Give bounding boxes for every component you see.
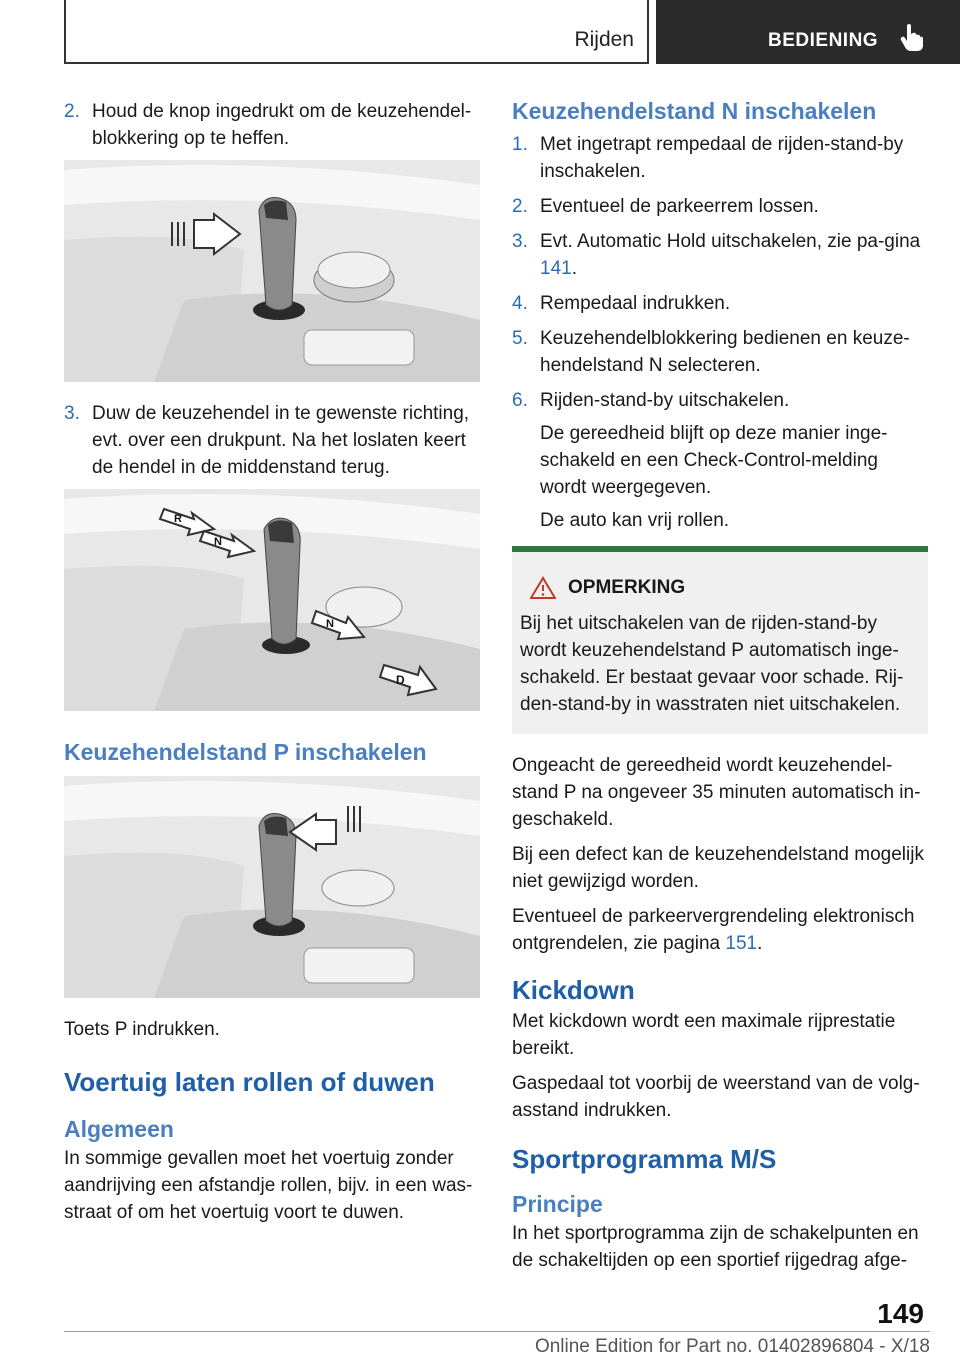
right-column — [512, 98, 928, 1282]
para-defect: Bij een defect kan de keuzehendelstand mogelijk niet gewijzigd worden. — [512, 844, 924, 892]
step-number: 6. — [512, 390, 528, 411]
step-number: 5. — [512, 328, 528, 349]
step-text: Rijden-stand-by uitschakelen. — [540, 390, 790, 411]
step-number: 3. — [64, 403, 80, 424]
header-chapter-title: BEDIENING — [768, 30, 879, 51]
step-3 — [64, 400, 480, 481]
step-text: Duw de keuzehendel in te gewenste richting, evt. over een drukpunt. Na het loslaten keert de hendel in de middenstand terug. — [92, 403, 470, 478]
note-text: Bij het uitschakelen van de rijden-stand-by wordt keuzehendelstand P automatisch inge-schakeld. Er bestaat gevaar voor schade. Rij-den-stand-by in wasstraten niet uitschakelen. — [520, 613, 904, 715]
footer-edition: Online Edition for Part no. 01402896804 - X/18 — [534, 1336, 930, 1357]
figure-release-lock — [64, 160, 480, 382]
heading-sportprogramma: Sportprogramma M/S — [512, 1144, 777, 1174]
n-step-1 — [512, 131, 928, 185]
step-number: 2. — [512, 196, 528, 217]
step-2 — [64, 98, 480, 152]
page-link-151[interactable]: 151 — [725, 933, 758, 954]
n-step-3 — [512, 228, 928, 282]
heading-algemeen: Algemeen — [64, 1116, 174, 1142]
figure-label-n-top: N — [214, 536, 222, 548]
step-text: Houd de knop ingedrukt om de keuzehendel-blokkering op te heffen. — [92, 101, 472, 149]
n-step-4 — [512, 290, 928, 317]
header-frame — [64, 0, 649, 64]
footer-divider — [64, 1331, 930, 1332]
figure-p-button — [64, 776, 480, 998]
step-text: Eventueel de parkeerrem lossen. — [540, 196, 819, 217]
step-number: 2. — [64, 101, 80, 122]
para-text-part: Eventueel de parkeervergrendeling elektronisch ontgrendelen, zie pagina — [512, 906, 915, 954]
step-text: Met ingetrapt rempedaal de rijden-stand-by inschakelen. — [540, 134, 904, 182]
figure-label-r: R — [174, 513, 182, 525]
para-parkeervergrendeling — [512, 903, 928, 957]
step-subtext: De auto kan vrij rollen. — [540, 510, 730, 531]
heading-kickdown: Kickdown — [512, 975, 635, 1005]
note-title — [530, 576, 916, 600]
para-text-part: . — [757, 933, 763, 954]
heading-rollen: Voertuig laten rollen of duwen — [64, 1067, 435, 1097]
step-text-part: . — [571, 258, 577, 279]
note-title-text: OPMERKING — [568, 577, 686, 598]
note-box — [512, 546, 928, 734]
n-step-5 — [512, 325, 928, 379]
step-text: Keuzehendelblokkering bedienen en keuze-hendelstand N selecteren. — [540, 328, 910, 376]
principe-text: In het sportprogramma zijn de schakelpunten en de schakeltijden op een sportief rijgedrag afge- — [512, 1223, 919, 1271]
figure-label-d: D — [396, 673, 405, 687]
para-gereedheid: Ongeacht de gereedheid wordt keuzehendel-stand P na ongeveer 35 minuten automatisch in-geschakeld. — [512, 755, 921, 830]
step-number: 3. — [512, 231, 528, 252]
page-link-141[interactable]: 141 — [540, 258, 572, 279]
kickdown-text-2: Gaspedaal tot voorbij de weerstand van de volg-asstand indrukken. — [512, 1073, 920, 1121]
step-number: 4. — [512, 293, 528, 314]
hand-pointer-icon — [896, 22, 926, 52]
step-body — [540, 387, 928, 534]
step-text-part: Evt. Automatic Hold uitschakelen, zie pa-gina — [540, 231, 921, 252]
figure-label-n-bottom: N — [326, 618, 334, 630]
step-text: Rempedaal indrukken. — [540, 293, 731, 314]
figure-selector-positions — [64, 489, 480, 711]
step-text — [540, 228, 928, 282]
algemeen-text: In sommige gevallen moet het voertuig zonder aandrijving een afstandje rollen, bijv. in een was-straat of om het voertuig voort te duwen. — [64, 1148, 473, 1223]
header-section-title: Rijden — [574, 28, 634, 51]
n-step-6 — [512, 387, 928, 534]
left-column — [64, 98, 480, 1234]
page-number: 149 — [877, 1298, 924, 1329]
n-step-2 — [512, 193, 928, 220]
heading-p-inschakelen: Keuzehendelstand P inschakelen — [64, 739, 427, 765]
warning-triangle-icon — [530, 576, 556, 600]
step-number: 1. — [512, 134, 528, 155]
header-chapter-tab[interactable] — [656, 0, 960, 64]
p-instruction: Toets P indrukken. — [64, 1019, 220, 1040]
step-subtext: De gereedheid blijft op deze manier inge-schakeld en een Check-Control-melding wordt weergegeven. — [540, 423, 888, 498]
heading-n-inschakelen: Keuzehendelstand N inschakelen — [512, 98, 877, 124]
heading-principe: Principe — [512, 1191, 603, 1217]
kickdown-text-1: Met kickdown wordt een maximale rijprestatie bereikt. — [512, 1011, 896, 1059]
